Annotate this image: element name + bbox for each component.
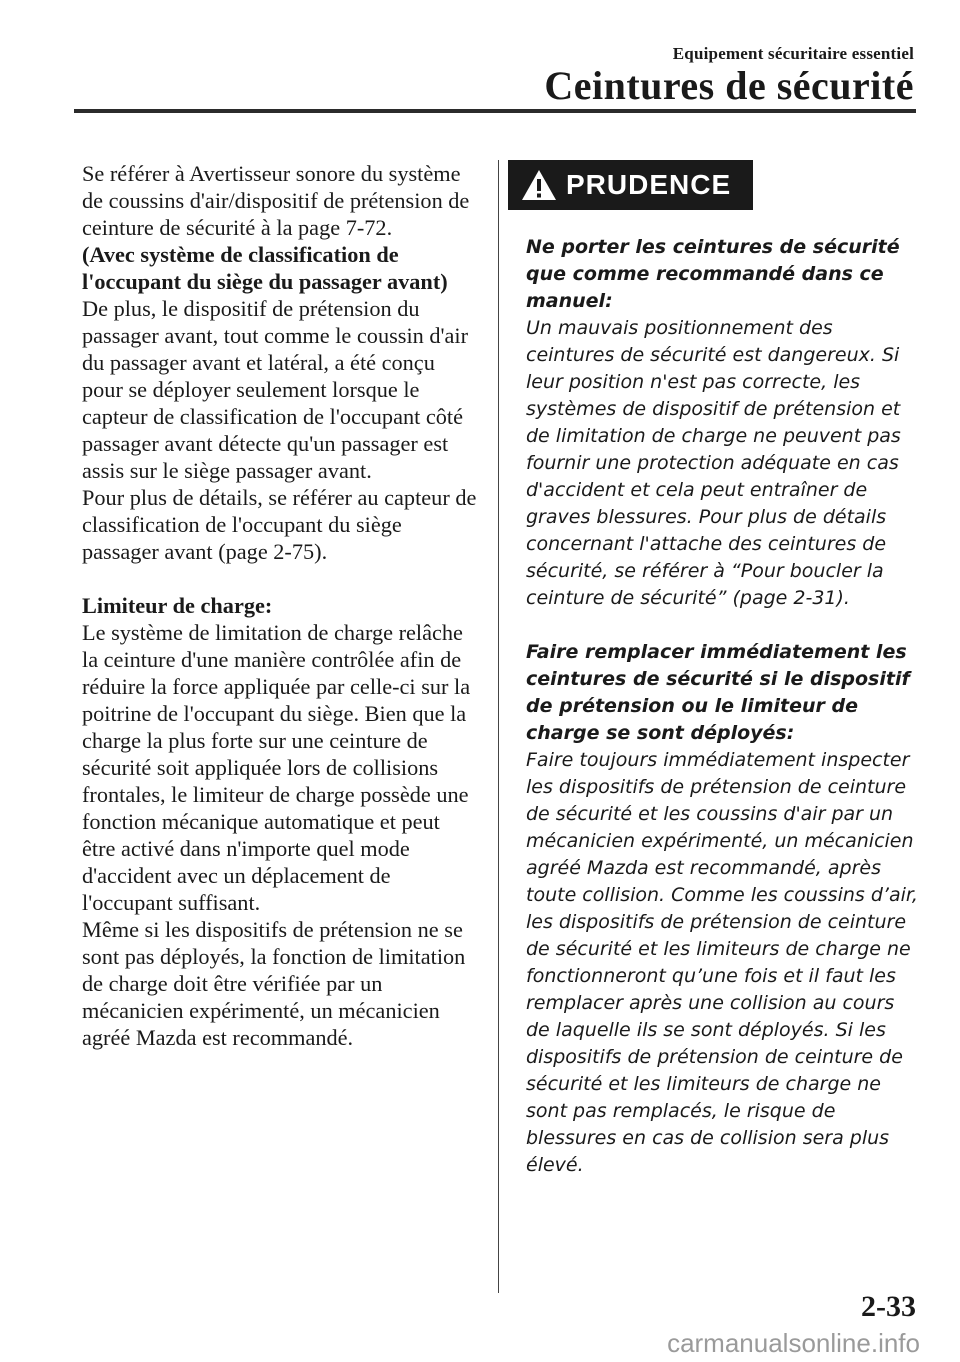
paragraph-pretensioner-deployment: De plus, le dispositif de prétension du passager avant, tout comme le coussin d'air du passager avant et latéral, a été conçu pour se déployer seulement lorsque le capteur de classification de l'occupant côté passager avant détecte qu'un passager est assis sur le siège passager avant. (82, 296, 469, 483)
page-title: Ceintures de sécurité (544, 63, 914, 108)
paragraph-details-reference: Pour plus de détails, se référer au capteur de classification de l'occupant du siège passager avant (page 2-75). (82, 485, 477, 564)
header-divider (74, 109, 916, 113)
caution-column (526, 234, 918, 1179)
caution-heading-replacement: Faire remplacer immédiatement les ceintures de sécurité si le dispositif de prétension ou le limiteur de charge se sont déployés: (526, 641, 910, 744)
column-divider (498, 160, 499, 1293)
left-column (82, 160, 477, 1051)
caution-body-replacement: Faire toujours immédiatement inspecter les dispositifs de prétension de ceinture de sécurité et les coussins d'air par un mécanicien expérimenté, un mécanicien agréé Mazda est recommandé, après toute collision. Comme les coussins d’air, les dispositifs de prétension de ceinture de sécurité et les limiteurs de charge ne fonctionneront qu’une fois et il faut les remplacer après une collision au cours de laquelle ils se sont déployés. Si les dispositifs de prétension de ceinture de sécurité et les limiteurs de charge ne sont pas remplacés, le risque de blessures en cas de collision sera plus élevé. (526, 749, 918, 1176)
paragraph-load-limiter-description: Le système de limitation de charge relâche la ceinture d'une manière contrôlée afin de réduire la force appliquée par celle-ci sur la poitrine de l'occupant du siège. Bien que la charge la plus forte sur une ceinture de sécurité soit appliquée lors de collisions frontales, le limiteur de charge possède une fonction mécanique automatique et peut être activé dans n'importe quel mode d'accident avec un déplacement de l'occupant suffisant. (82, 620, 471, 915)
paragraph-warning-reference: Se référer à Avertisseur sonore du système de coussins d'air/dispositif de prétension de ceinture de sécurité à la page 7-72. (82, 161, 470, 240)
header-section-label: Equipement sécuritaire essentiel (672, 44, 914, 63)
caution-label: PRUDENCE (566, 169, 732, 200)
caution-heading-proper-use: Ne porter les ceintures de sécurité que comme recommandé dans ce manuel: (526, 236, 900, 312)
page-number: 2-33 (861, 1290, 916, 1323)
paragraph-load-limiter-inspection: Même si les dispositifs de prétension ne se sont pas déployés, la fonction de limitation de charge doit être vérifiée par un mécanicien expérimenté, un mécanicien agréé Mazda est recommandé. (82, 917, 466, 1050)
paragraph-heading-load-limiter: Limiteur de charge: (82, 593, 273, 618)
caution-body-proper-use: Un mauvais positionnement des ceintures de sécurité est dangereux. Si leur position n'est pas correcte, les systèmes de dispositif de prétension et de limitation de charge ne peuvent pas fournir une protection adéquate en cas d'accident et cela peut entraîner de graves blessures. Pour plus de détails concernant l'attache des ceintures de sécurité, se référer à “Pour boucler la ceinture de sécurité” (page 2-31). (526, 317, 901, 609)
paragraph-heading-occupant-classification: (Avec système de classification de l'occupant du siège du passager avant) (82, 242, 448, 294)
warning-triangle-icon (520, 168, 558, 202)
caution-badge (508, 160, 753, 210)
watermark: carmanualsonline.info (667, 1328, 920, 1358)
